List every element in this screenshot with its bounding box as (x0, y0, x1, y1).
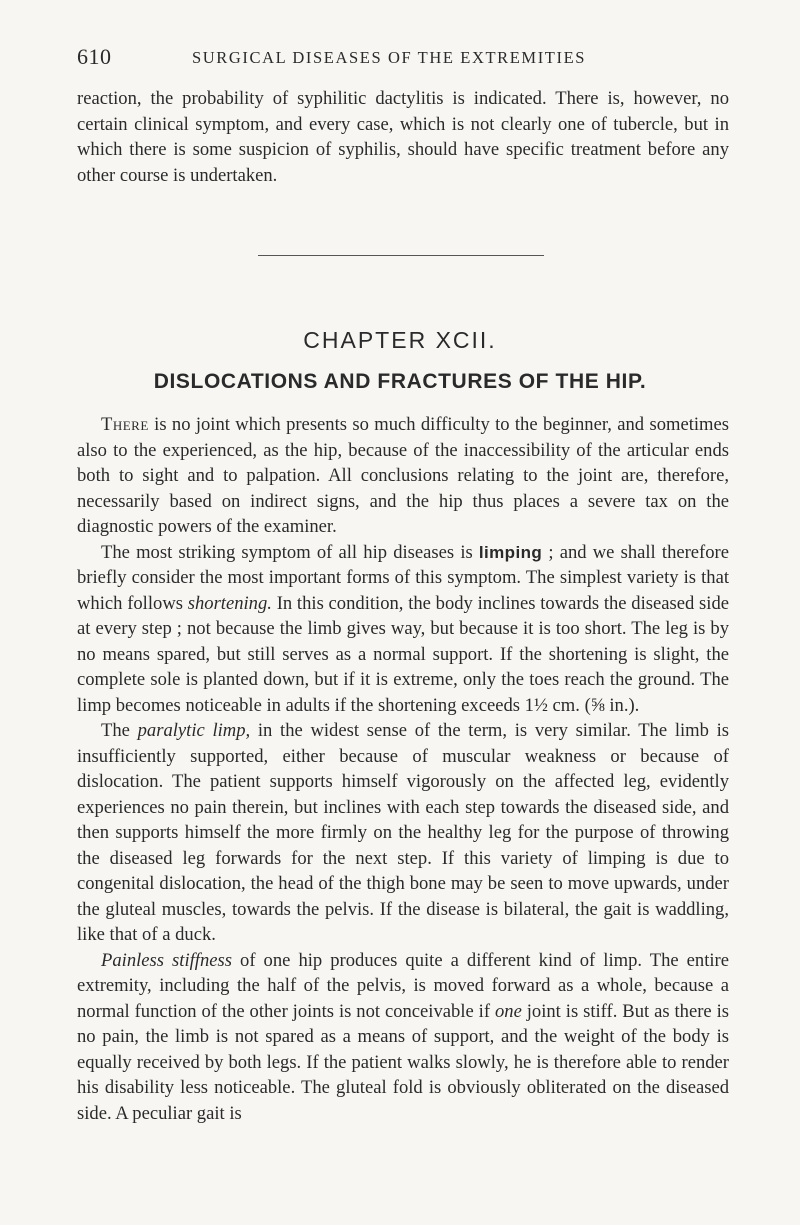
page-number: 610 (77, 44, 112, 69)
paragraph-2-text-a: The most striking symptom of all hip diseases is (101, 541, 479, 563)
painless-stiffness-term: Painless stiffness (101, 949, 232, 971)
paralytic-limp-term: paralytic limp, (137, 720, 251, 741)
section-divider (258, 255, 544, 256)
chapter-body (77, 412, 729, 1126)
paragraph-3 (77, 718, 729, 948)
paragraph-2-text-b: ; and we shall therefore briefly consider the most important forms of this symptom. The simplest variety is that which follows (77, 541, 729, 614)
paragraph-3-text-b: in the widest sense of the term, is very similar. The limb is insufficiently supported, either because of muscular weakness or because of dislocation. The patient supports himself vigorously on the affected leg, evidently experiences no pain therein, but inclines with each step towards the diseased side, and then supports himself the more firmly on the healthy leg for the purpose of throwing the diseased leg forwards for the next step. If this variety of limping is due to congenital dislocation, the head of the thigh bone may be seen to move upwards, under the gluteal muscles, towards the pelvis. If the disease is bilateral, the gait is waddling, like that of a duck. (77, 720, 730, 945)
paragraph-2 (77, 540, 729, 719)
running-title: SURGICAL DISEASES OF THE EXTREMITIES (192, 48, 587, 67)
intro-paragraph: reaction, the probability of syphilitic dactylitis is indicated. There is, however, no certain clinical symptom, and every case, which is not clearly one of tubercle, but in which there is some suspicion of syphilis, should have specific treatment before any other course is undertaken. (77, 88, 729, 186)
paragraph-3-text-a: The (101, 720, 138, 741)
chapter-number: CHAPTER XCII. (303, 327, 497, 353)
limping-term: limping (478, 542, 543, 562)
paragraph-1 (77, 412, 729, 540)
running-head (77, 44, 727, 72)
shortening-term: shortening. (187, 592, 272, 614)
chapter-title: DISLOCATIONS AND FRACTURES OF THE HIP. (153, 370, 647, 393)
one-emphasis: one (494, 1000, 522, 1022)
paragraph-2-text-c: In this condition, the body inclines towards the diseased side at every step ; not because the limb gives way, but because it is too short. The leg is by no means spared, but still serves as a normal support. If the shortening is slight, the complete sole is planted down, but if it is extreme, only the toes reach the ground. The limp becomes noticeable in adults if the shortening exceeds 1½ cm. (⅝ in.). (77, 592, 729, 716)
paragraph-4-text-b: joint is stiff. But as there is no pain, the limb is not spared as a means of support, and the weight of the body is equally received by both legs. If the patient walks slowly, he is therefore able to render his disability less noticeable. The gluteal fold is obviously obliterated on the diseased side. A peculiar gait is (77, 1000, 730, 1124)
paragraph-4-text-a: of one hip produces quite a different kind of limp. The entire extremity, including the half of the pelvis, is moved forward as a whole, because a normal function of the other joints is not conceivable if (77, 949, 729, 1022)
lead-word: There (101, 414, 149, 435)
intro-text-block (77, 86, 729, 188)
paragraph-4 (77, 948, 729, 1127)
paragraph-1-text: is no joint which presents so much difficulty to the beginner, and sometimes also to the experienced, as the hip, because of the inaccessibility of the articular ends both to sight and to palpation. All conclusions relating to the joint are, therefore, necessarily based on indirect signs, and the hip thus places a severe tax on the diagnostic powers of the examiner. (77, 414, 729, 537)
